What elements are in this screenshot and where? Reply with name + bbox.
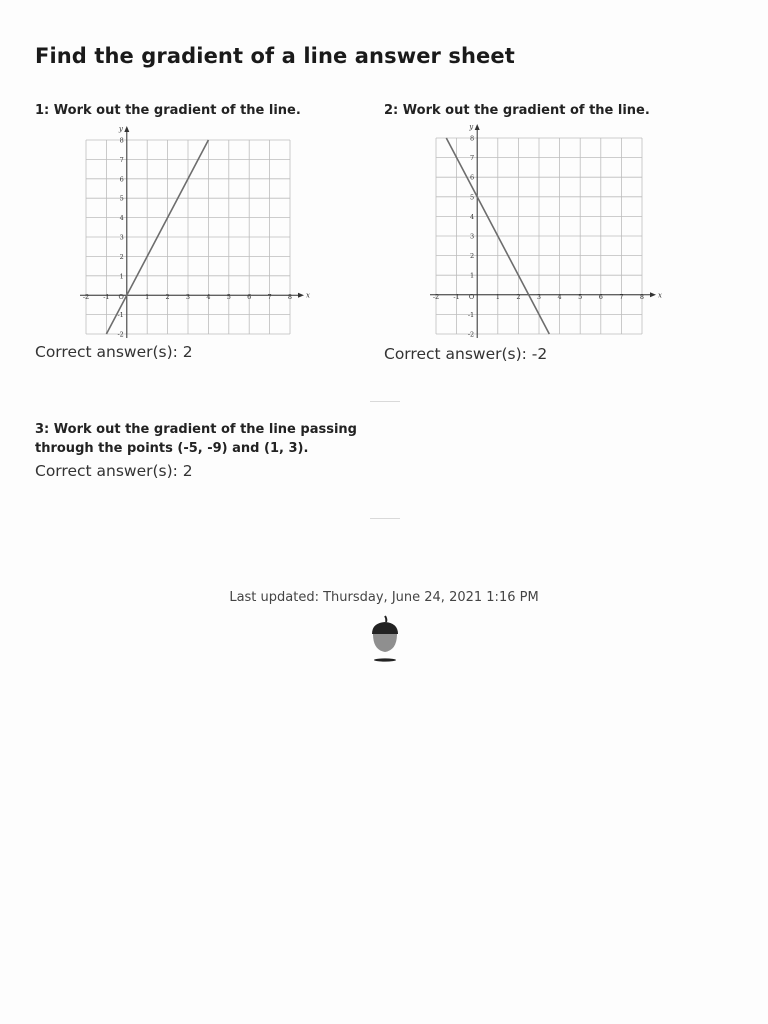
question-1-graph <box>78 124 318 342</box>
y-tick-label: 4 <box>119 214 124 223</box>
question-3-heading-line1: 3: Work out the gradient of the line passing <box>35 422 357 437</box>
y-axis-arrow <box>124 126 129 132</box>
x-tick-label: 8 <box>287 293 293 302</box>
y-tick-label: 5 <box>470 193 475 202</box>
question-2-chart <box>428 122 668 342</box>
x-tick-label: 3 <box>536 292 542 301</box>
y-tick-label: -1 <box>467 310 475 319</box>
x-tick-label: 2 <box>516 292 521 301</box>
y-tick-label: 1 <box>119 272 124 281</box>
question-2-graph <box>428 122 668 342</box>
x-tick-label: 1 <box>495 292 500 301</box>
x-tick-label: 4 <box>557 292 562 301</box>
y-axis-label: y <box>469 123 474 131</box>
divider <box>370 401 400 402</box>
x-axis-label: x <box>658 291 662 300</box>
page-title: Find the gradient of a line answer sheet <box>35 44 515 68</box>
y-tick-label: 8 <box>470 134 475 143</box>
y-tick-label: 7 <box>119 155 124 164</box>
question-2-answer: Correct answer(s): -2 <box>384 345 548 363</box>
y-tick-label: 7 <box>470 154 475 163</box>
y-tick-label: -2 <box>467 330 475 339</box>
question-1-chart <box>78 124 318 342</box>
x-axis-arrow <box>650 292 656 297</box>
y-tick-label: 2 <box>119 252 124 261</box>
origin-label: O <box>118 293 124 302</box>
origin-label: O <box>468 292 475 301</box>
y-tick-label: -1 <box>117 311 124 320</box>
question-3-answer: Correct answer(s): 2 <box>35 462 193 480</box>
x-tick-label: 6 <box>598 292 603 301</box>
x-tick-label: 5 <box>226 293 231 302</box>
y-tick-label: 8 <box>119 136 124 145</box>
question-3-heading-line2: through the points (-5, -9) and (1, 3). <box>35 441 309 456</box>
x-tick-label: 1 <box>145 293 150 302</box>
x-tick-label: -2 <box>82 293 90 302</box>
y-axis-label: y <box>118 125 123 133</box>
y-tick-label: 4 <box>470 212 475 221</box>
x-tick-label: 2 <box>165 293 170 302</box>
x-tick-label: 7 <box>619 292 624 301</box>
y-tick-label: 3 <box>119 233 124 242</box>
x-tick-label: 8 <box>639 292 645 301</box>
x-axis-arrow <box>298 293 304 298</box>
x-tick-label: 4 <box>206 293 211 302</box>
question-2-heading: 2: Work out the gradient of the line. <box>384 103 650 118</box>
x-tick-label: 3 <box>185 293 191 302</box>
x-tick-label: -1 <box>453 292 460 301</box>
x-tick-label: -2 <box>432 292 440 301</box>
x-tick-label: -1 <box>103 293 110 302</box>
question-3-heading <box>35 420 357 458</box>
question-1-answer: Correct answer(s): 2 <box>35 343 193 361</box>
last-updated: Last updated: Thursday, June 24, 2021 1:16 PM <box>229 590 539 605</box>
y-tick-label: 2 <box>470 252 475 261</box>
acorn-icon <box>368 614 402 668</box>
y-tick-label: 3 <box>470 232 475 241</box>
x-axis-label: x <box>306 291 310 300</box>
divider <box>370 518 400 519</box>
y-axis-arrow <box>475 124 480 130</box>
y-tick-label: 5 <box>119 194 124 203</box>
x-tick-label: 7 <box>267 293 272 302</box>
y-tick-label: 6 <box>119 175 124 184</box>
x-tick-label: 6 <box>247 293 252 302</box>
y-tick-label: -2 <box>117 330 124 339</box>
y-tick-label: 6 <box>470 173 475 182</box>
y-tick-label: 1 <box>470 271 475 280</box>
x-tick-label: 5 <box>578 292 583 301</box>
question-1-heading: 1: Work out the gradient of the line. <box>35 103 301 118</box>
